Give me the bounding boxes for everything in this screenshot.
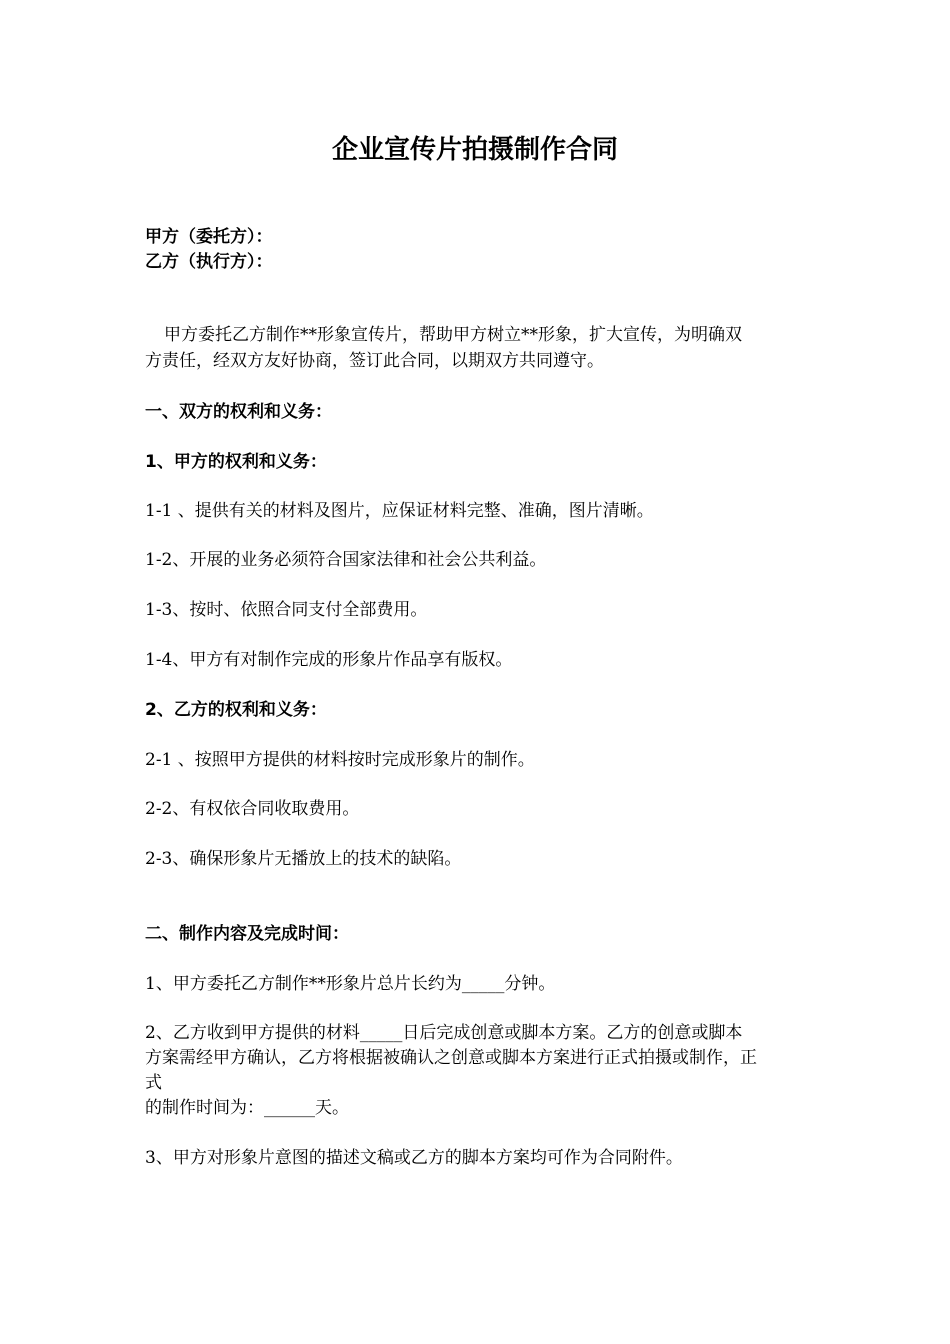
clause-item: 2-3、确保形象片无播放上的技术的缺陷。	[145, 849, 462, 869]
clause-item: 1-3、按时、依照合同支付全部费用。	[145, 600, 428, 620]
intro-paragraph-line: 方责任，经双方友好协商，签订此合同，以期双方共同遵守。	[145, 351, 604, 371]
clause-item: 2-1 、按照甲方提供的材料按时完成形象片的制作。	[145, 750, 535, 770]
party-b-label: 乙方（执行方）：	[145, 252, 273, 272]
intro-paragraph-line: 甲方委托乙方制作**形象宣传片，帮助甲方树立**形象，扩大宣传，为明确双	[164, 325, 742, 345]
party-a-label: 甲方（委托方）：	[145, 227, 273, 247]
clause-item: 2-2、有权依合同收取费用。	[145, 799, 360, 819]
clause-item-line: 式	[145, 1073, 162, 1093]
clause-item-line: 2、乙方收到甲方提供的材料_____日后完成创意或脚本方案。乙方的创意或脚本	[145, 1023, 743, 1043]
clause-item: 1-2、开展的业务必须符合国家法律和社会公共利益。	[145, 550, 547, 570]
clause-item-line: 的制作时间为：______天。	[145, 1098, 349, 1118]
clause-item: 3、甲方对形象片意图的描述文稿或乙方的脚本方案均可作为合同附件。	[145, 1148, 683, 1168]
clause-item: 1-1 、提供有关的材料及图片，应保证材料完整、准确，图片清晰。	[145, 501, 654, 521]
clause-item-line: 方案需经甲方确认，乙方将根据被确认之创意或脚本方案进行正式拍摄或制作，正	[145, 1048, 757, 1068]
clause-item: 1、甲方委托乙方制作**形象片总片长约为_____分钟。	[145, 974, 556, 994]
section-2-heading: 二、制作内容及完成时间：	[145, 924, 349, 944]
party-a-rights-heading: 1、甲方的权利和义务：	[145, 452, 327, 472]
contract-title: 企业宣传片拍摄制作合同	[331, 135, 618, 165]
clause-item: 1-4、甲方有对制作完成的形象片作品享有版权。	[145, 650, 513, 670]
section-1-heading: 一、双方的权利和义务：	[145, 402, 332, 422]
party-b-rights-heading: 2、乙方的权利和义务：	[145, 700, 327, 720]
